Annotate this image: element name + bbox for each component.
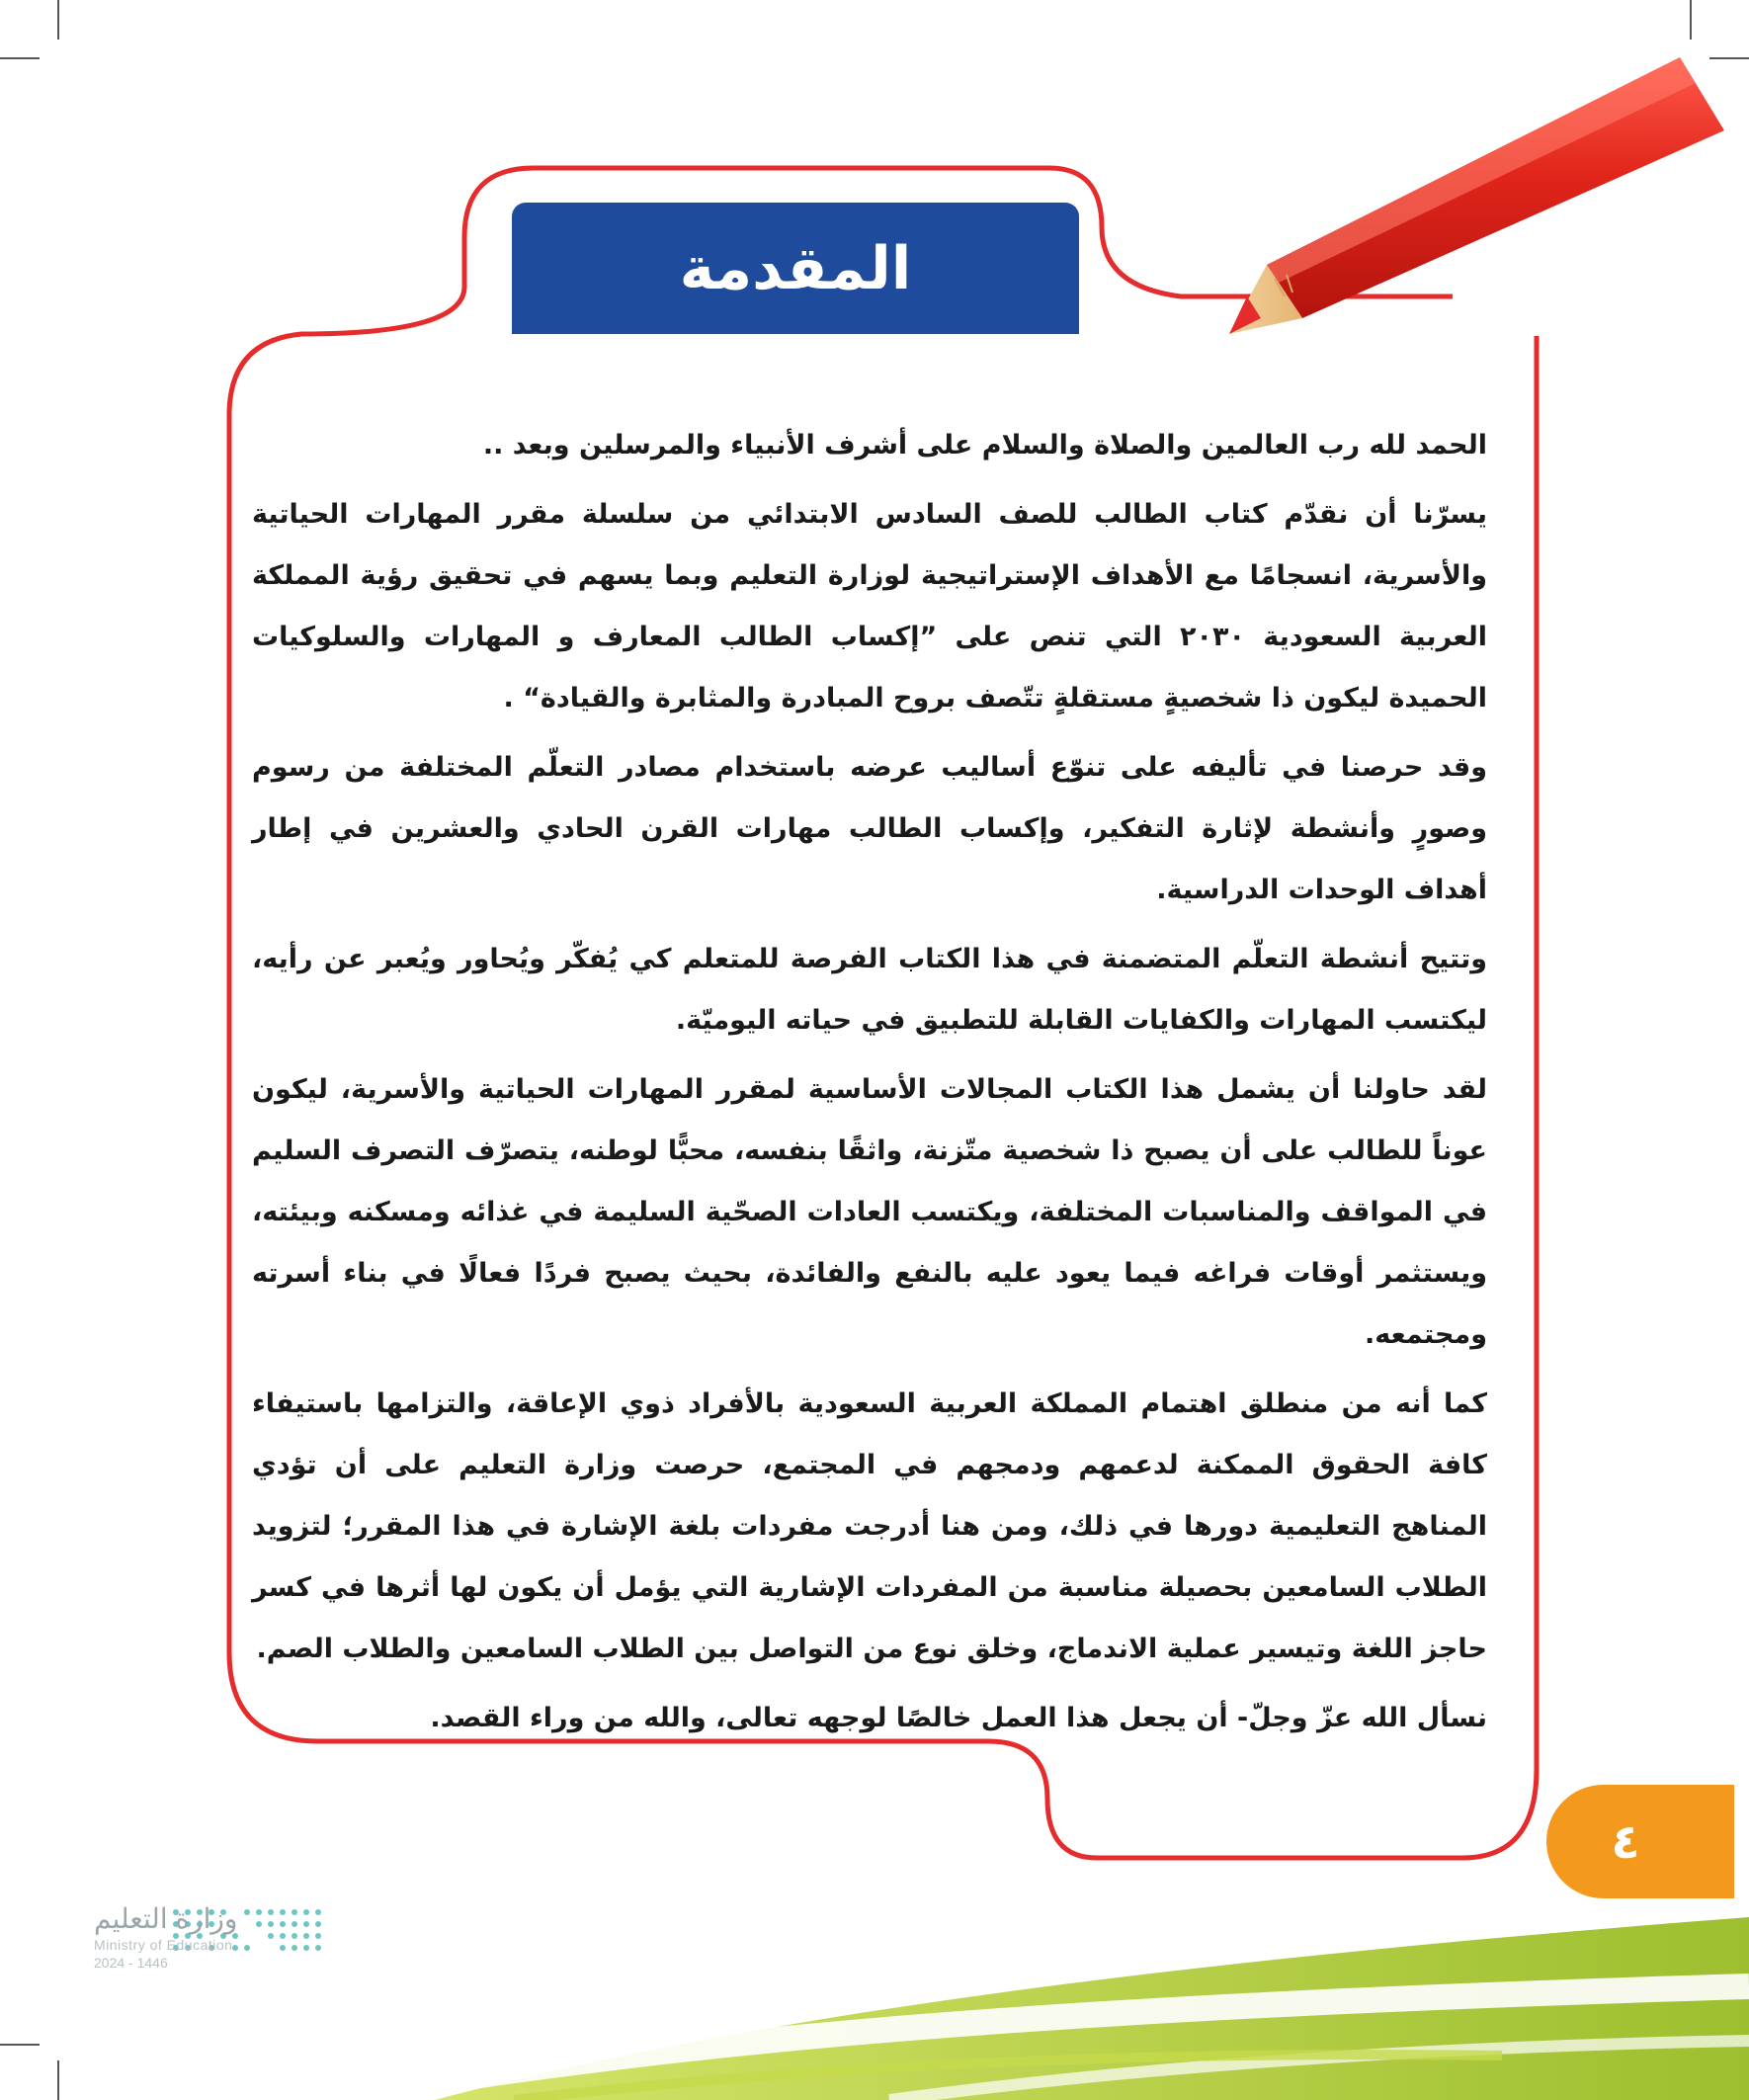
edition-year: 2024 - 1446 xyxy=(94,1955,168,1971)
page-number: ٤ xyxy=(1611,1813,1640,1870)
page-title: المقدمة xyxy=(679,233,912,303)
intro-paragraph: وتتيح أنشطة التعلّم المتضمنة في هذا الكتاب الفرصة للمتعلم كي يُفكّر ويُحاور ويُعبر عن رأيه، ليكتسب المهارات والكفايات القابلة للتطبيق في حياته اليوميّة. xyxy=(252,944,1487,1036)
title-banner xyxy=(512,203,1079,334)
intro-paragraph: الحمد لله رب العالمين والصلاة والسلام على أشرف الأنبياء والمرسلين وبعد .. xyxy=(482,430,1487,461)
page-number-tab xyxy=(1546,1785,1734,1898)
intro-paragraph: وقد حرصنا في تأليفه على تنوّع أساليب عرضه باستخدام مصادر التعلّم المختلفة من رسوم وصورٍ وأنشطة لإثارة التفكير، وإكساب الطالب مهارات القرن الحادي والعشرين في إطار أهداف الوحدات الدراسية. xyxy=(252,752,1487,905)
intro-paragraph: لقد حاولنا أن يشمل هذا الكتاب المجالات الأساسية لمقرر المهارات الحياتية والأسرية، ليكون عوناً للطالب على أن يصبح ذا شخصية متّزنة، واثقًا بنفسه، محبًّا لوطنه، يتصرّف التصرف السليم في المواقف والمناسبات المختلفة، ويكتسب العادات الصحّية السليمة في غذائه ومسكنه وبيئته، ويستثمر أوقات فراغه فيما يعود عليه بالنفع والفائدة، بحيث يصبح فردًا فعالًا في بناء أسرته ومجتمعه. xyxy=(252,1074,1487,1350)
intro-body xyxy=(252,415,1487,1757)
pencil-illustration xyxy=(1229,57,1724,334)
intro-paragraph: كما أنه من منطلق اهتمام المملكة العربية السعودية بالأفراد ذوي الإعاقة، والتزامها باستيفاء كافة الحقوق الممكنة لدعمهم ودمجهم في المجتمع، حرصت وزارة التعليم على أن تؤدي المناهج التعليمية دورها في ذلك، ومن هنا أدرجت مفردات بلغة الإشارة في هذا المقرر؛ لتزويد الطلاب السامعين بحصيلة مناسبة من المفردات الإشارية التي يؤمل أن يكون لها أثرها في كسر حاجز اللغة وتيسير عملية الاندماج، وخلق نوع من التواصل بين الطلاب السامعين والطلاب الصم. xyxy=(252,1388,1487,1664)
intro-paragraph: يسرّنا أن نقدّم كتاب الطالب للصف السادس الابتدائي من سلسلة مقرر المهارات الحياتية والأسرية، انسجامًا مع الأهداف الإستراتيجية لوزارة التعليم وبما يسهم في تحقيق رؤية المملكة العربية السعودية ٢٠٣٠ التي تنص على ”إكساب الطالب المعارف و المهارات والسلوكيات الحميدة ليكون ذا شخصيةٍ مستقلةٍ تتّصف بروح المبادرة والمثابرة والقيادة“ . xyxy=(252,499,1487,714)
ministry-name-arabic: وزارة التعليم xyxy=(94,1903,238,1934)
ministry-logo xyxy=(94,1902,331,1971)
green-wave-decoration xyxy=(326,1917,1749,2100)
ministry-name-english: Ministry of Education xyxy=(94,1937,233,1953)
intro-paragraph: نسأل الله عزّ وجلّ- أن يجعل هذا العمل خالصًا لوجهه تعالى، والله من وراء القصد. xyxy=(430,1703,1487,1733)
